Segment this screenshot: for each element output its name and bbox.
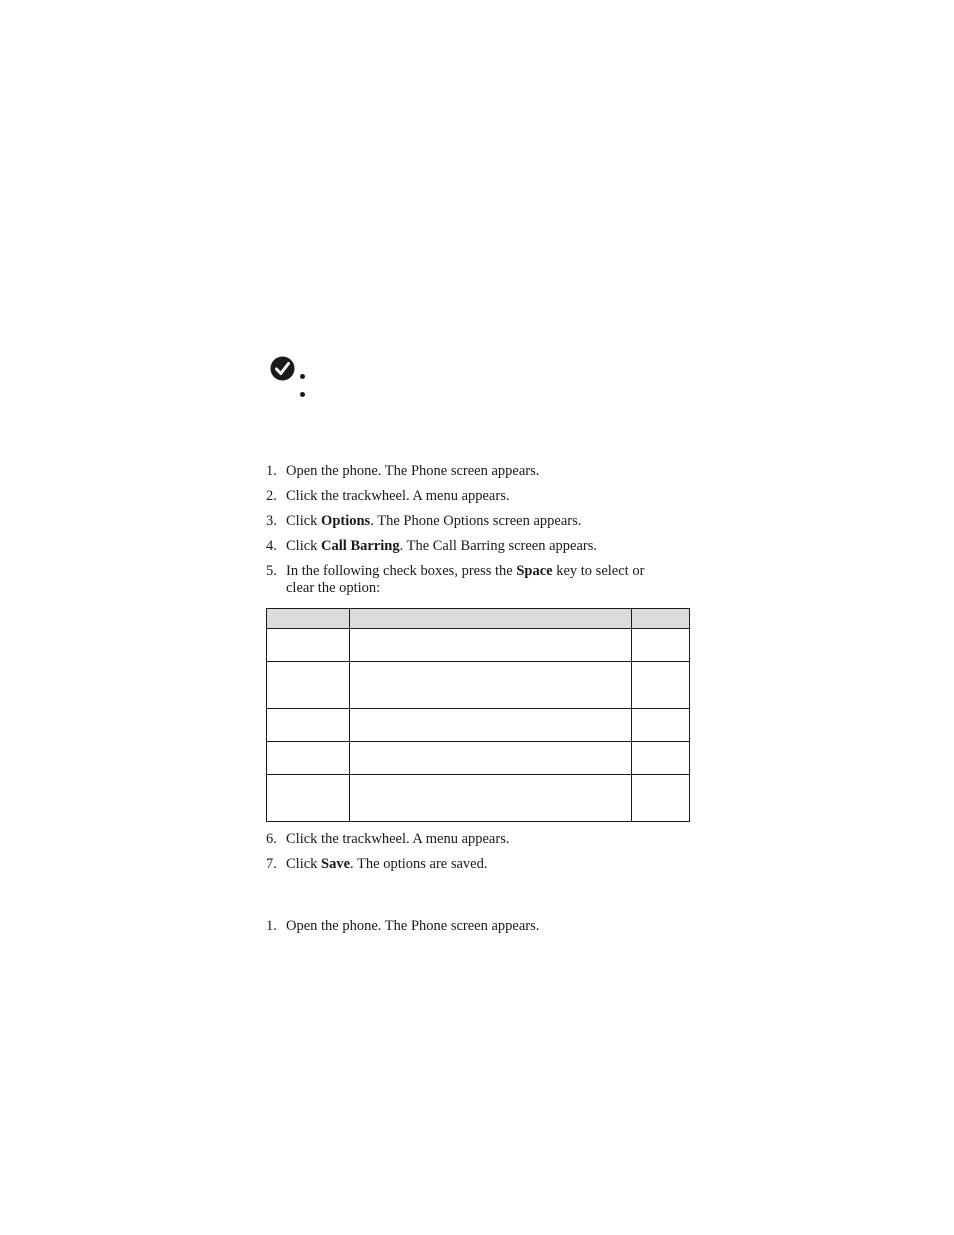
step-item (266, 918, 676, 935)
step-number: 1. (266, 918, 277, 934)
step-text-tail: . The Call Barring screen appears. (399, 538, 598, 554)
step-text-tail: key to select or clear the option: (286, 563, 645, 596)
checkmark-circle-icon (270, 356, 295, 381)
step-emphasis: Space (516, 563, 553, 579)
step-text: Click the trackwheel. A menu appears. (286, 488, 510, 504)
table-cell (632, 709, 690, 742)
table-row (267, 709, 690, 742)
step-item (266, 563, 676, 597)
procedure-steps-b (266, 831, 676, 881)
call-barring-options-table (266, 608, 690, 822)
table-cell (267, 709, 350, 742)
step-text: Click (286, 856, 322, 872)
step-number: 1. (266, 463, 277, 479)
step-emphasis: Save (321, 856, 351, 872)
table-cell (267, 775, 350, 822)
step-number: 2. (266, 488, 277, 504)
step-item (266, 831, 676, 848)
table-cell (267, 662, 350, 709)
step-number: 4. (266, 538, 277, 554)
step-emphasis: Options (321, 513, 371, 529)
step-item (266, 463, 676, 480)
step-item (266, 538, 676, 555)
step-emphasis: Call Barring (321, 538, 400, 554)
step-text: Click the trackwheel. A menu appears. (286, 831, 510, 847)
note-bullet (300, 374, 305, 379)
table-cell (267, 629, 350, 662)
note-bullet (300, 392, 305, 397)
table-cell (350, 629, 632, 662)
step-number: 6. (266, 831, 277, 847)
step-number: 7. (266, 856, 277, 872)
table-header-cell (632, 609, 690, 629)
table-header-cell (350, 609, 632, 629)
step-text: Click (286, 538, 322, 554)
step-item (266, 488, 676, 505)
step-number: 5. (266, 563, 277, 579)
table-row (267, 775, 690, 822)
table-cell (267, 742, 350, 775)
step-text: In the following check boxes, press the (286, 563, 517, 579)
step-text: Open the phone. The Phone screen appears. (286, 463, 540, 479)
table-header-cell (267, 609, 350, 629)
step-text-tail: . The Phone Options screen appears. (370, 513, 582, 529)
procedure-steps-a (266, 463, 676, 605)
step-text: Open the phone. The Phone screen appears. (286, 918, 540, 934)
step-number: 3. (266, 513, 277, 529)
table-cell (632, 629, 690, 662)
step-text: Click (286, 513, 322, 529)
table-cell (350, 775, 632, 822)
step-item (266, 856, 676, 873)
table-cell (632, 742, 690, 775)
table-cell (632, 662, 690, 709)
procedure-steps-c (266, 918, 676, 943)
table-row (267, 629, 690, 662)
table-row (267, 662, 690, 709)
table-cell (350, 709, 632, 742)
table-header-row (267, 609, 690, 629)
step-text-tail: . The options are saved. (350, 856, 488, 872)
table-cell (350, 662, 632, 709)
table-cell (350, 742, 632, 775)
table-cell (632, 775, 690, 822)
table-row (267, 742, 690, 775)
step-item (266, 513, 676, 530)
